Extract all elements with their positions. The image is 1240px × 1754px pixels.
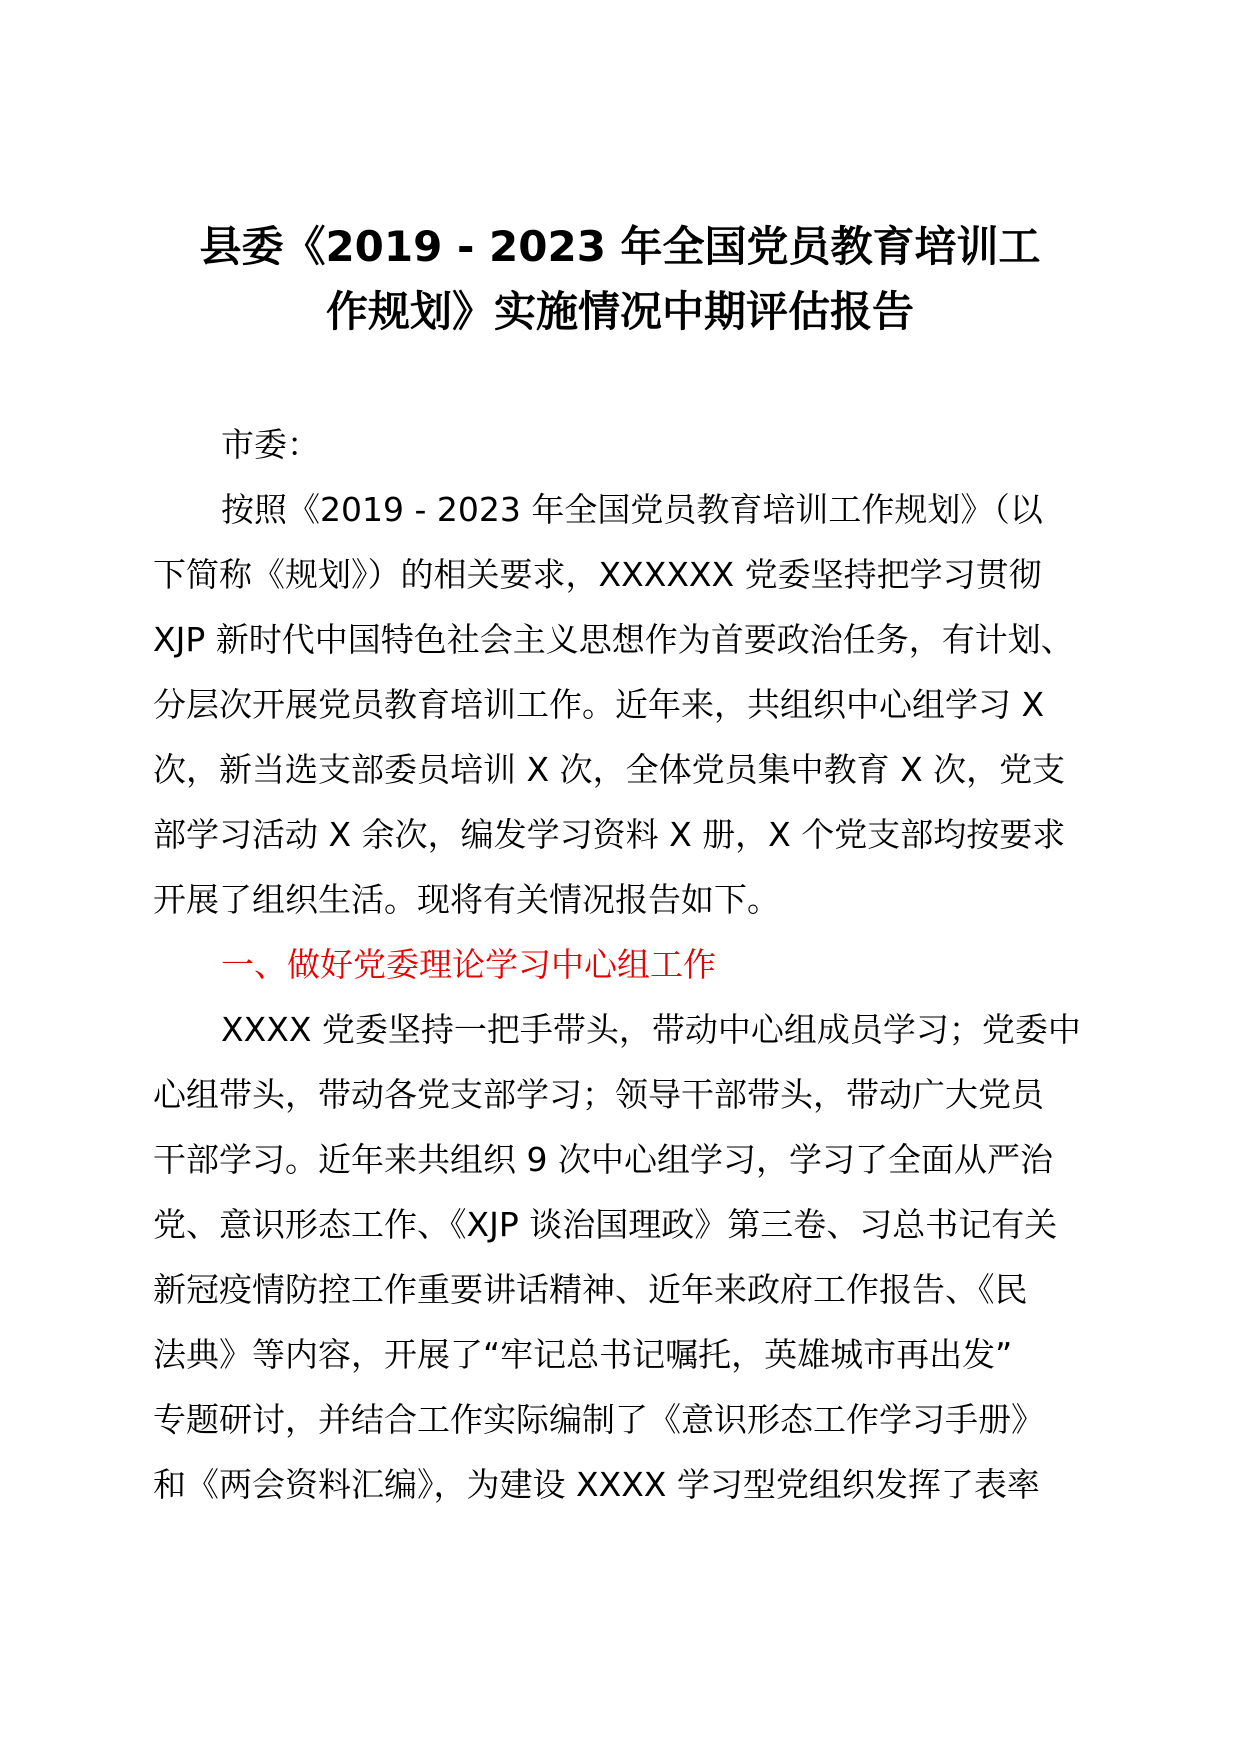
paragraph-line: 次，新当选支部委员培训 X 次，全体党员集中教育 X 次，党支 [153, 750, 1066, 789]
paragraph-line: 专题研讨，并结合工作实际编制了《意识形态工作学习手册》 [153, 1400, 1044, 1439]
title-line-1: 县委《2019 - 2023 年全国党员教育培训工 [199, 222, 1041, 271]
section-heading-1: 一、做好党委理论学习中心组工作 [221, 945, 716, 984]
paragraph-line: 按照《2019 - 2023 年全国党员教育培训工作规划》（以 [221, 490, 1043, 529]
paragraph-line: 部学习活动 X 余次，编发学习资料 X 册，X 个党支部均按要求 [153, 815, 1066, 854]
paragraph-line: XXXX 党委坚持一把手带头，带动中心组成员学习；党委中 [221, 1010, 1081, 1049]
paragraph-line: 干部学习。近年来共组织 9 次中心组学习，学习了全面从严治 [153, 1140, 1053, 1179]
paragraph-line: XJP 新时代中国特色社会主义思想作为首要政治任务，有计划、 [153, 620, 1074, 659]
paragraph-line: 开展了组织生活。现将有关情况报告如下。 [153, 880, 780, 919]
paragraph-line: 分层次开展党员教育培训工作。近年来，共组织中心组学习 X [153, 685, 1045, 724]
paragraph-section-1 [153, 997, 1093, 1517]
paragraph-line: 下简称《规划》）的相关要求，XXXXXX 党委坚持把学习贯彻 [153, 555, 1042, 594]
title-line-2: 作规划》实施情况中期评估报告 [325, 287, 914, 336]
paragraph-line: 党、意识形态工作、《XJP 谈治国理政》第三卷、习总书记有关 [153, 1205, 1058, 1244]
paragraph-line: 法典》等内容，开展了“牢记总书记嘱托，英雄城市再出发” [153, 1335, 1013, 1374]
paragraph-intro [153, 477, 1093, 932]
document-body [153, 412, 1093, 1517]
paragraph-line: 和《两会资料汇编》，为建设 XXXX 学习型党组织发挥了表率 [153, 1465, 1040, 1504]
salutation: 市委： [221, 425, 320, 464]
paragraph-line: 心组带头，带动各党支部学习；领导干部带头，带动广大党员 [153, 1075, 1044, 1114]
document-title [150, 214, 1090, 344]
paragraph-line: 新冠疫情防控工作重要讲话精神、近年来政府工作报告、《民 [153, 1270, 1028, 1309]
